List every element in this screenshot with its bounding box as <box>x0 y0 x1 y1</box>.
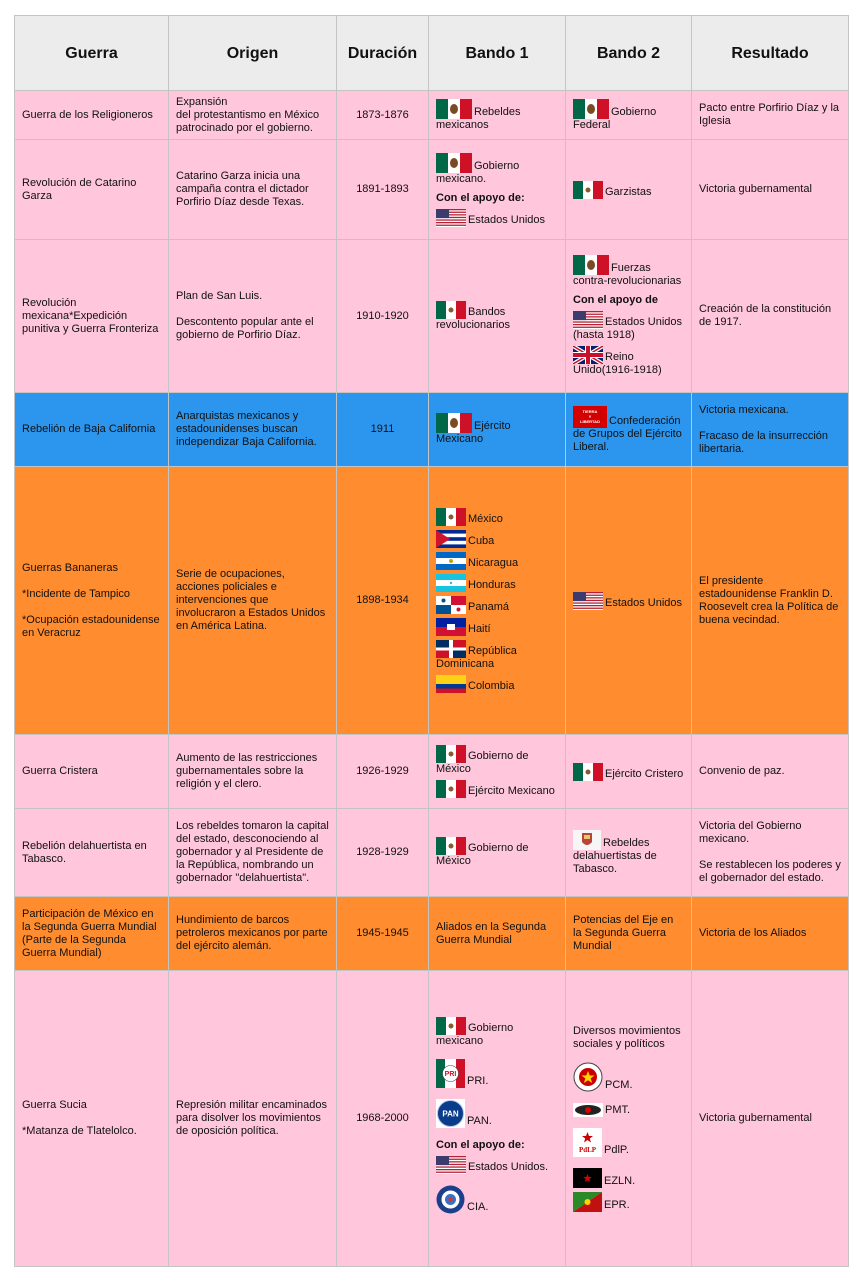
bando-1-cell <box>429 467 566 735</box>
war-row <box>15 467 849 735</box>
bando-1-label: Panamá <box>468 601 509 613</box>
war-row <box>15 971 849 1267</box>
resultado-cell <box>692 140 849 240</box>
bando-2-label: Ejército Cristero <box>605 767 684 780</box>
origen-text: Hundimiento de barcos petroleros mexicanos por parte del ejército alemán. <box>176 914 328 952</box>
header-resultado: Resultado <box>692 16 849 91</box>
mexico-flag-icon <box>436 780 466 798</box>
origen-cell <box>169 91 337 140</box>
svg-text:PdLP: PdLP <box>578 1146 597 1154</box>
bando-2-label: Fuerzas contra-revolucionarias <box>573 262 682 287</box>
bando-1-cell <box>429 809 566 897</box>
guerra-cell <box>15 240 169 393</box>
svg-text:TIERRA: TIERRA <box>582 408 598 414</box>
svg-text:LIBERTAD: LIBERTAD <box>580 418 600 424</box>
origen-cell <box>169 393 337 467</box>
bando-1-cell <box>429 91 566 140</box>
bando-2-cell <box>566 91 692 140</box>
bando-2-label: PCM. <box>605 1079 633 1091</box>
header-row <box>15 16 849 91</box>
mexico-old-flag-icon <box>573 255 609 275</box>
bando-1-label: CIA. <box>467 1200 489 1213</box>
bando-2-label: Estados Unidos <box>605 596 683 609</box>
bando-2-label: Gobierno Federal <box>573 105 657 131</box>
origen-cell <box>169 240 337 393</box>
usa-flag-icon <box>436 1156 466 1174</box>
bando-2-entry <box>573 311 684 342</box>
usa-flag-icon <box>573 592 603 610</box>
guerra-text: Revolución mexicana*Expedición punitiva y Guerra Fronteriza <box>22 296 159 335</box>
origen-cell <box>169 897 337 971</box>
tabasco-shield-icon <box>573 830 601 850</box>
bando-1-label: Gobierno mexicano. <box>436 159 520 185</box>
duracion-cell: 1968-2000 <box>337 971 429 1267</box>
origen-cell <box>169 467 337 735</box>
bando-1-cell <box>429 897 566 971</box>
bando-1-label: Ejército Mexicano <box>436 420 511 445</box>
bando-1-entry <box>436 153 558 186</box>
bando-2-entry <box>573 99 684 132</box>
bando-2-label: EZLN. <box>604 1175 636 1187</box>
bando-1-label: PAN. <box>467 1114 492 1127</box>
mexico-old-flag-icon <box>436 153 472 173</box>
cuba-flag-icon <box>436 530 466 548</box>
origen-text: Plan de San Luis. <box>176 290 263 302</box>
ezln-flag-icon <box>573 1168 602 1188</box>
bando-1-entry <box>436 574 558 592</box>
bando-1-label: Haití <box>468 623 491 635</box>
bando-2-label: Rebeldes delahuertistas de Tabasco. <box>573 836 657 875</box>
mexico-old-flag-icon <box>436 99 472 119</box>
uk-flag-icon <box>573 346 603 364</box>
war-row <box>15 735 849 809</box>
resultado-cell <box>692 91 849 140</box>
bando-1-cell <box>429 735 566 809</box>
origen-cell <box>169 809 337 897</box>
bando-2-entry <box>573 346 684 377</box>
resultado-cell <box>692 240 849 393</box>
header-duracion: Duración <box>337 16 429 91</box>
bando-2-cell <box>566 897 692 971</box>
resultado-text: Convenio de paz. <box>699 765 785 777</box>
svg-text:PAN: PAN <box>442 1109 459 1118</box>
dominican-republic-flag-icon <box>436 640 466 658</box>
guerra-cell <box>15 91 169 140</box>
bando-2-entry <box>573 255 684 288</box>
pdlp-logo-icon <box>573 1128 602 1157</box>
guerra-text: Participación de México en la Segunda Guerra Mundial <box>22 907 157 933</box>
bando-1-entry <box>436 413 558 446</box>
header-bando-2: Bando 2 <box>566 16 692 91</box>
resultado-text: Victoria del Gobierno mexicano. <box>699 820 802 845</box>
bando-2-entry <box>573 1062 684 1092</box>
resultado-cell <box>692 809 849 897</box>
bando-1-entry <box>436 640 558 671</box>
guerra-text: (Parte de la Segunda Guerra Mundial) <box>22 933 126 959</box>
bando-1-label: Nicaragua <box>468 557 519 569</box>
cia-seal-icon <box>436 1185 465 1214</box>
mexico-old-flag-icon <box>573 99 609 119</box>
bando-2-entry <box>573 1103 684 1117</box>
mexico-flag-icon <box>573 181 603 199</box>
bando-1-entry <box>436 1156 558 1174</box>
mexico-flag-icon <box>436 837 466 855</box>
nicaragua-flag-icon <box>436 552 466 570</box>
resultado-text: Victoria de los Aliados <box>699 927 807 939</box>
guerra-text: Guerra Sucia <box>22 1099 87 1111</box>
bando-1-entry <box>436 508 558 526</box>
guerra-cell <box>15 897 169 971</box>
origen-text: Serie de ocupaciones, acciones policiales e intervenciones que involucraron a Estados Unidos en América Latina. <box>176 568 326 632</box>
bando-1-entry <box>436 209 558 227</box>
bando-1-label: Rebeldes mexicanos <box>436 105 521 131</box>
bando-1-label: PRI. <box>467 1074 489 1087</box>
bando-2-cell <box>566 467 692 735</box>
mexico-flag-icon <box>436 1017 466 1035</box>
spacer <box>22 1112 161 1125</box>
resultado-text: Fracaso de la insurrección libertaria. <box>699 429 829 455</box>
bando-2-label: Potencias del Eje en la Segunda Guerra Mundial <box>573 914 674 952</box>
pri-logo-icon <box>436 1059 465 1088</box>
origen-text: Descontento popular ante el gobierno de Porfirio Díaz. <box>176 316 314 341</box>
bando-1-label: República Dominicana <box>436 645 517 670</box>
pmt-logo-icon <box>573 1103 603 1117</box>
bando-1-label: Gobierno mexicano <box>436 1021 514 1047</box>
duracion-cell: 1928-1929 <box>337 809 429 897</box>
bando-1-label: Ejército Mexicano <box>468 785 555 797</box>
guerra-cell <box>15 809 169 897</box>
resultado-text: Victoria mexicana. <box>699 403 789 416</box>
usa-flag-icon <box>573 311 603 329</box>
bando-1-cell <box>429 240 566 393</box>
bando-2-label: Garzistas <box>605 185 652 198</box>
origen-text: del protestantismo en México <box>176 108 320 121</box>
guerra-text: Rebelión delahuertista en Tabasco. <box>22 839 147 865</box>
bando-2-entry <box>573 1192 684 1212</box>
war-row <box>15 393 849 467</box>
bando-1-label: Aliados en la Segunda Guerra Mundial <box>436 920 547 946</box>
pan-logo-icon <box>436 1099 465 1128</box>
duracion-cell: 1945-1945 <box>337 897 429 971</box>
bando-2-label: Diversos movimientos sociales y políticos <box>573 1025 681 1050</box>
bando-1-entry <box>436 301 558 332</box>
resultado-text: El presidente estadounidense Franklin D. Roosevelt crea la Política de buena vecindad. <box>699 574 839 626</box>
bando-1-label: Gobierno de México <box>436 842 529 867</box>
resultado-cell <box>692 971 849 1267</box>
bando-1-entry <box>436 745 558 776</box>
bando-1-entry <box>436 596 558 614</box>
usa-flag-icon <box>436 209 466 227</box>
mexico-flag-icon <box>573 763 603 781</box>
origen-cell <box>169 140 337 240</box>
guerra-text: *Ocupación estadounidense en Veracruz <box>22 613 160 639</box>
duracion-cell: 1873-1876 <box>337 91 429 140</box>
header-bando-1: Bando 1 <box>429 16 566 91</box>
tierra-y-libertad-flag-icon <box>573 406 607 428</box>
mexico-flag-icon <box>436 745 466 763</box>
bando-1-label: Bandos revolucionarios <box>436 305 510 331</box>
resultado-cell <box>692 467 849 735</box>
haiti-flag-icon <box>436 618 466 636</box>
resultado-cell <box>692 735 849 809</box>
duracion-cell: 1910-1920 <box>337 240 429 393</box>
resultado-text: Pacto entre Porfirio Díaz y la Iglesia <box>699 102 840 127</box>
duracion-cell: 1926-1929 <box>337 735 429 809</box>
bando-1-entry <box>436 1099 558 1128</box>
spacer <box>176 303 329 316</box>
bando-2-cell <box>566 735 692 809</box>
bando-1-label: Estados Unidos <box>468 213 546 226</box>
war-row <box>15 809 849 897</box>
guerra-cell <box>15 140 169 240</box>
bando-2-entry <box>573 1128 684 1157</box>
bando-2-entry <box>573 181 684 199</box>
support-label: Con el apoyo de: <box>436 191 525 204</box>
mexico-flag-icon <box>436 301 466 319</box>
guerra-text: Guerra Cristera <box>22 765 98 777</box>
bando-2-cell <box>566 971 692 1267</box>
war-row <box>15 897 849 971</box>
colombia-flag-icon <box>436 675 466 693</box>
bando-1-label: Gobierno de México <box>436 750 529 775</box>
mexico-old-flag-icon <box>436 413 472 433</box>
bando-2-cell <box>566 140 692 240</box>
bando-1-entry <box>436 780 558 798</box>
origen-text: Expansión <box>176 95 228 108</box>
origen-text: Los rebeldes tomaron la capital del estado, desconociendo al gobernador y al Presidente de la República, nombrando un gobernador "delahuertista". <box>176 820 329 884</box>
wars-table <box>14 15 849 1267</box>
bando-2-cell <box>566 809 692 897</box>
guerra-text: *Incidente de Tampico <box>22 587 131 600</box>
header-origen: Origen <box>169 16 337 91</box>
resultado-text: Victoria gubernamental <box>699 183 812 195</box>
bando-2-entry <box>573 1025 684 1051</box>
support-label: Con el apoyo de <box>573 294 658 306</box>
pcm-logo-icon <box>573 1062 603 1092</box>
bando-1-entry <box>436 921 558 947</box>
panama-flag-icon <box>436 596 466 614</box>
bando-1-entry <box>436 675 558 693</box>
bando-2-label: PMT. <box>605 1104 631 1116</box>
origen-text: Represión militar encaminados para disolver los movimientos de oposición política. <box>176 1099 328 1137</box>
bando-1-entry <box>436 618 558 636</box>
guerra-text: Guerra de los Religioneros <box>22 108 153 121</box>
spacer <box>699 846 841 859</box>
bando-2-cell <box>566 393 692 467</box>
mexico-flag-icon <box>436 508 466 526</box>
bando-1-label: Estados Unidos. <box>468 1160 549 1173</box>
bando-1-entry <box>436 1017 558 1048</box>
svg-text:PRI: PRI <box>444 1070 457 1078</box>
war-row <box>15 240 849 393</box>
origen-text: Catarino Garza inicia una campaña contra el dictador Porfirio Díaz desde Texas. <box>176 170 309 208</box>
bando-2-cell <box>566 240 692 393</box>
bando-2-label: EPR. <box>604 1199 630 1211</box>
war-row <box>15 91 849 140</box>
origen-text: Anarquistas mexicanos y estadounidenses buscan independizar Baja California. <box>176 410 317 448</box>
bando-1-label: Cuba <box>468 535 495 547</box>
bando-2-label: Confederación de Grupos del Ejército Liberal. <box>573 414 682 453</box>
bando-1-entry <box>436 99 558 132</box>
bando-2-entry <box>573 830 684 876</box>
svg-text:Y: Y <box>588 413 592 419</box>
origen-cell <box>169 735 337 809</box>
bando-1-cell <box>429 140 566 240</box>
spacer <box>699 417 841 430</box>
duracion-cell: 1891-1893 <box>337 140 429 240</box>
bando-2-entry <box>573 592 684 610</box>
bando-2-entry <box>573 406 684 454</box>
spacer <box>22 601 161 614</box>
guerra-cell <box>15 971 169 1267</box>
guerra-cell <box>15 393 169 467</box>
guerra-cell <box>15 735 169 809</box>
bando-1-entry <box>436 837 558 868</box>
bando-1-entry <box>436 1059 558 1088</box>
bando-2-entry <box>573 1168 684 1188</box>
duracion-cell: 1898-1934 <box>337 467 429 735</box>
bando-2-entry <box>573 763 684 781</box>
bando-1-label: Honduras <box>468 579 516 591</box>
bando-1-entry <box>436 1185 558 1214</box>
duracion-cell: 1911 <box>337 393 429 467</box>
bando-2-entry <box>573 914 684 953</box>
header-guerra: Guerra <box>15 16 169 91</box>
guerra-cell <box>15 467 169 735</box>
resultado-cell <box>692 393 849 467</box>
bando-2-label: Estados Unidos (hasta 1918) <box>573 316 683 341</box>
guerra-text: Guerras Bananeras <box>22 561 118 574</box>
resultado-cell <box>692 897 849 971</box>
bando-2-label: PdlP. <box>604 1144 629 1156</box>
bando-1-cell <box>429 393 566 467</box>
honduras-flag-icon <box>436 574 466 592</box>
guerra-text: *Matanza de Tlatelolco. <box>22 1125 137 1137</box>
origen-text: Aumento de las restricciones gubernamentales sobre la religión y el clero. <box>176 752 318 790</box>
bando-1-label: México <box>468 513 503 525</box>
epr-flag-icon <box>573 1192 602 1212</box>
origen-text: patrocinado por el gobierno. <box>176 121 313 134</box>
bando-1-entry <box>436 530 558 548</box>
bando-1-cell <box>429 971 566 1267</box>
guerra-text: Rebelión de Baja California <box>22 423 156 435</box>
bando-1-label: Colombia <box>468 680 515 692</box>
bando-2-label: Reino Unido(1916-1918) <box>573 351 662 376</box>
bando-1-entry <box>436 552 558 570</box>
guerra-text: Revolución de Catarino Garza <box>22 176 137 202</box>
spacer <box>22 575 161 588</box>
war-row <box>15 140 849 240</box>
origen-cell <box>169 971 337 1267</box>
support-label: Con el apoyo de: <box>436 1138 525 1151</box>
resultado-text: Creación de la constitución de 1917. <box>699 303 832 328</box>
resultado-text: Victoria gubernamental <box>699 1112 812 1124</box>
resultado-text: Se restablecen los poderes y el gobernador del estado. <box>699 859 841 884</box>
